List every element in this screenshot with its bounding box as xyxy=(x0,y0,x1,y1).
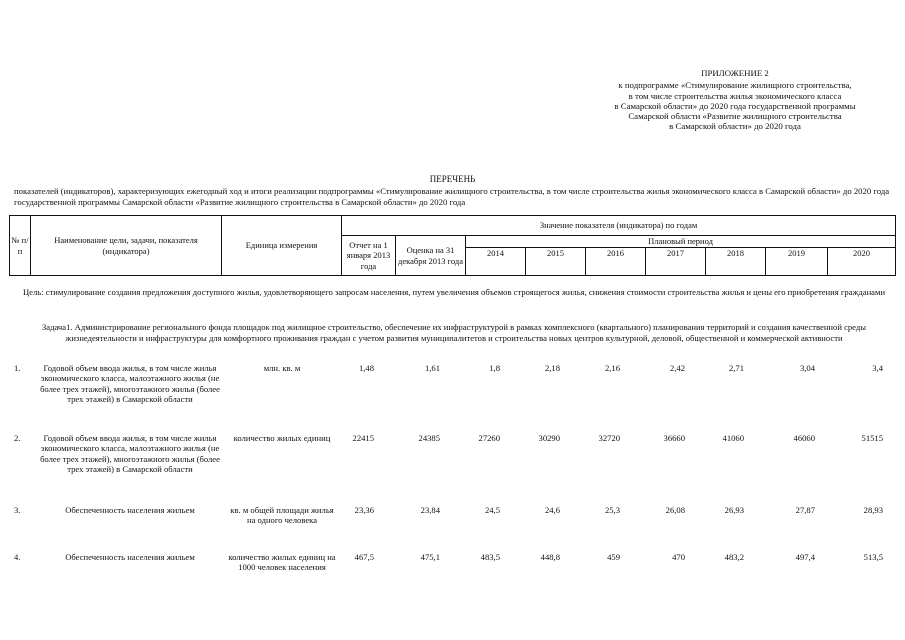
header-year: 2016 xyxy=(586,248,646,276)
header-unit: Единица измерения xyxy=(222,216,342,276)
row-value-2019: 46060 xyxy=(793,433,815,443)
row-unit: млн. кв. м xyxy=(263,363,301,373)
row-value-2019: 27,87 xyxy=(795,505,815,515)
appendix-title: ПРИЛОЖЕНИЕ 2 xyxy=(701,68,769,78)
row-unit: количество жилых единиц на 1000 человек населения xyxy=(228,552,336,573)
document-subtitle: показателей (индикаторов), характеризующих ежегодный ход и итоги реализации подпрограммы «Стимулирование жилищного строительства, в том числе строительства жилья экономического класса в Самарской области» до 2020 года государственной программы Самарской области «Развитие жилищного строительства в Самарской области» до 2020 года xyxy=(14,186,890,207)
row-value-2016: 2,16 xyxy=(604,363,620,373)
row-value-2016: 25,3 xyxy=(604,505,620,515)
document-title: ПЕРЕЧЕНЬ xyxy=(429,174,476,184)
row-value-2020: 513,5 xyxy=(863,552,883,562)
indicator-table-header xyxy=(9,215,896,276)
row-value-2017: 36660 xyxy=(663,433,685,443)
appendix-line: к подпрограмме «Стимулирование жилищного строительства, xyxy=(618,80,852,91)
row-value-2015: 30290 xyxy=(538,433,560,443)
row-value-2016: 32720 xyxy=(598,433,620,443)
row-value-2015: 2,18 xyxy=(544,363,560,373)
row-indicator-name: Годовой объем ввода жилья, в том числе жилья экономического класса, малоэтажного жилья (не более трех этажей), многоэтажного жилья (более трех этажей) в Самарской области xyxy=(40,363,220,404)
row-value-2014: 1,8 xyxy=(489,363,500,373)
row-unit: количество жилых единиц xyxy=(233,433,331,443)
row-indicator-name: Обеспеченность населения жильем xyxy=(65,505,195,515)
row-value-estimate: 24385 xyxy=(418,433,440,443)
header-year: 2014 xyxy=(466,248,526,276)
header-name: Наименование цели, задачи, показателя (индикатора) xyxy=(31,216,222,276)
row-value-2018: 41060 xyxy=(722,433,744,443)
row-value-2019: 497,4 xyxy=(795,552,815,562)
row-value-2014: 483,5 xyxy=(480,552,500,562)
appendix-line: Самарской области «Развитие жилищного строительства xyxy=(628,111,842,122)
row-value-2018: 26,93 xyxy=(724,505,744,515)
header-report: Отчет на 1 января 2013 года xyxy=(342,236,396,276)
header-planned: Плановый период xyxy=(466,236,896,248)
goal-text: Цель: стимулирование создания предложения доступного жилья, удовлетворяющего запросам населения, путем увеличения объемов строящегося жилья, снижения стоимости строительства жилья и цены его приобретения гражданами xyxy=(22,287,886,297)
row-value-2018: 2,71 xyxy=(728,363,744,373)
row-value-2017: 2,42 xyxy=(669,363,685,373)
row-value-estimate: 23,84 xyxy=(420,505,440,515)
row-value-2020: 3,4 xyxy=(872,363,883,373)
row-value-2020: 51515 xyxy=(861,433,883,443)
row-number: 2. xyxy=(14,433,21,443)
row-value-report: 23,36 xyxy=(354,505,374,515)
row-value-2019: 3,04 xyxy=(799,363,815,373)
row-number: 1. xyxy=(14,363,21,373)
row-indicator-name: Годовой объем ввода жилья, в том числе жилья экономического класса, малоэтажного жилья (не более трех этажей), многоэтажного жилья (более трех этажей) в Самарской области xyxy=(40,433,220,474)
row-value-report: 1,48 xyxy=(358,363,374,373)
appendix-line: в Самарской области» до 2020 года государственной программы xyxy=(614,100,856,111)
row-value-report: 22415 xyxy=(352,433,374,443)
row-value-2018: 483,2 xyxy=(724,552,744,562)
row-value-2014: 27260 xyxy=(478,433,500,443)
appendix-block xyxy=(585,68,885,132)
header-values-group: Значение показателя (индикатора) по годам xyxy=(342,216,896,236)
row-value-estimate: 1,61 xyxy=(424,363,440,373)
row-number: 3. xyxy=(14,505,21,515)
row-value-2017: 470 xyxy=(672,552,685,562)
header-year: 2018 xyxy=(706,248,766,276)
row-unit: кв. м общей площади жилья на одного человека xyxy=(230,505,334,526)
row-value-2015: 448,8 xyxy=(540,552,560,562)
row-indicator-name: Обеспеченность населения жильем xyxy=(65,552,195,562)
row-number: 4. xyxy=(14,552,21,562)
header-year: 2017 xyxy=(646,248,706,276)
header-year: 2015 xyxy=(526,248,586,276)
header-year: 2019 xyxy=(766,248,828,276)
appendix-line: в том числе строительства жилья экономического класса xyxy=(628,90,842,101)
header-year: 2020 xyxy=(828,248,896,276)
row-value-2017: 26,08 xyxy=(665,505,685,515)
row-value-2014: 24,5 xyxy=(484,505,500,515)
row-value-report: 467,5 xyxy=(354,552,374,562)
row-value-2015: 24,6 xyxy=(544,505,560,515)
header-estimate: Оценка на 31 декабря 2013 года xyxy=(396,236,466,276)
row-value-2016: 459 xyxy=(607,552,620,562)
row-value-2020: 28,93 xyxy=(863,505,883,515)
appendix-line: в Самарской области» до 2020 года xyxy=(669,121,801,132)
task-text: Задача1. Администрирование регионального фонда площадок под жилищное строительство, обеспечение их инфраструктурой в рамках комплексного (квартального) планирования территорий и создания качественной среды жизнедеятельности и инфраструктуры для комфортного проживания граждан с учетом развития муниципалитетов и строительства новых центров культурной, деловой, общественной и коммерческой активности xyxy=(41,322,867,343)
header-num: № п/п xyxy=(10,216,31,276)
row-value-estimate: 475,1 xyxy=(420,552,440,562)
